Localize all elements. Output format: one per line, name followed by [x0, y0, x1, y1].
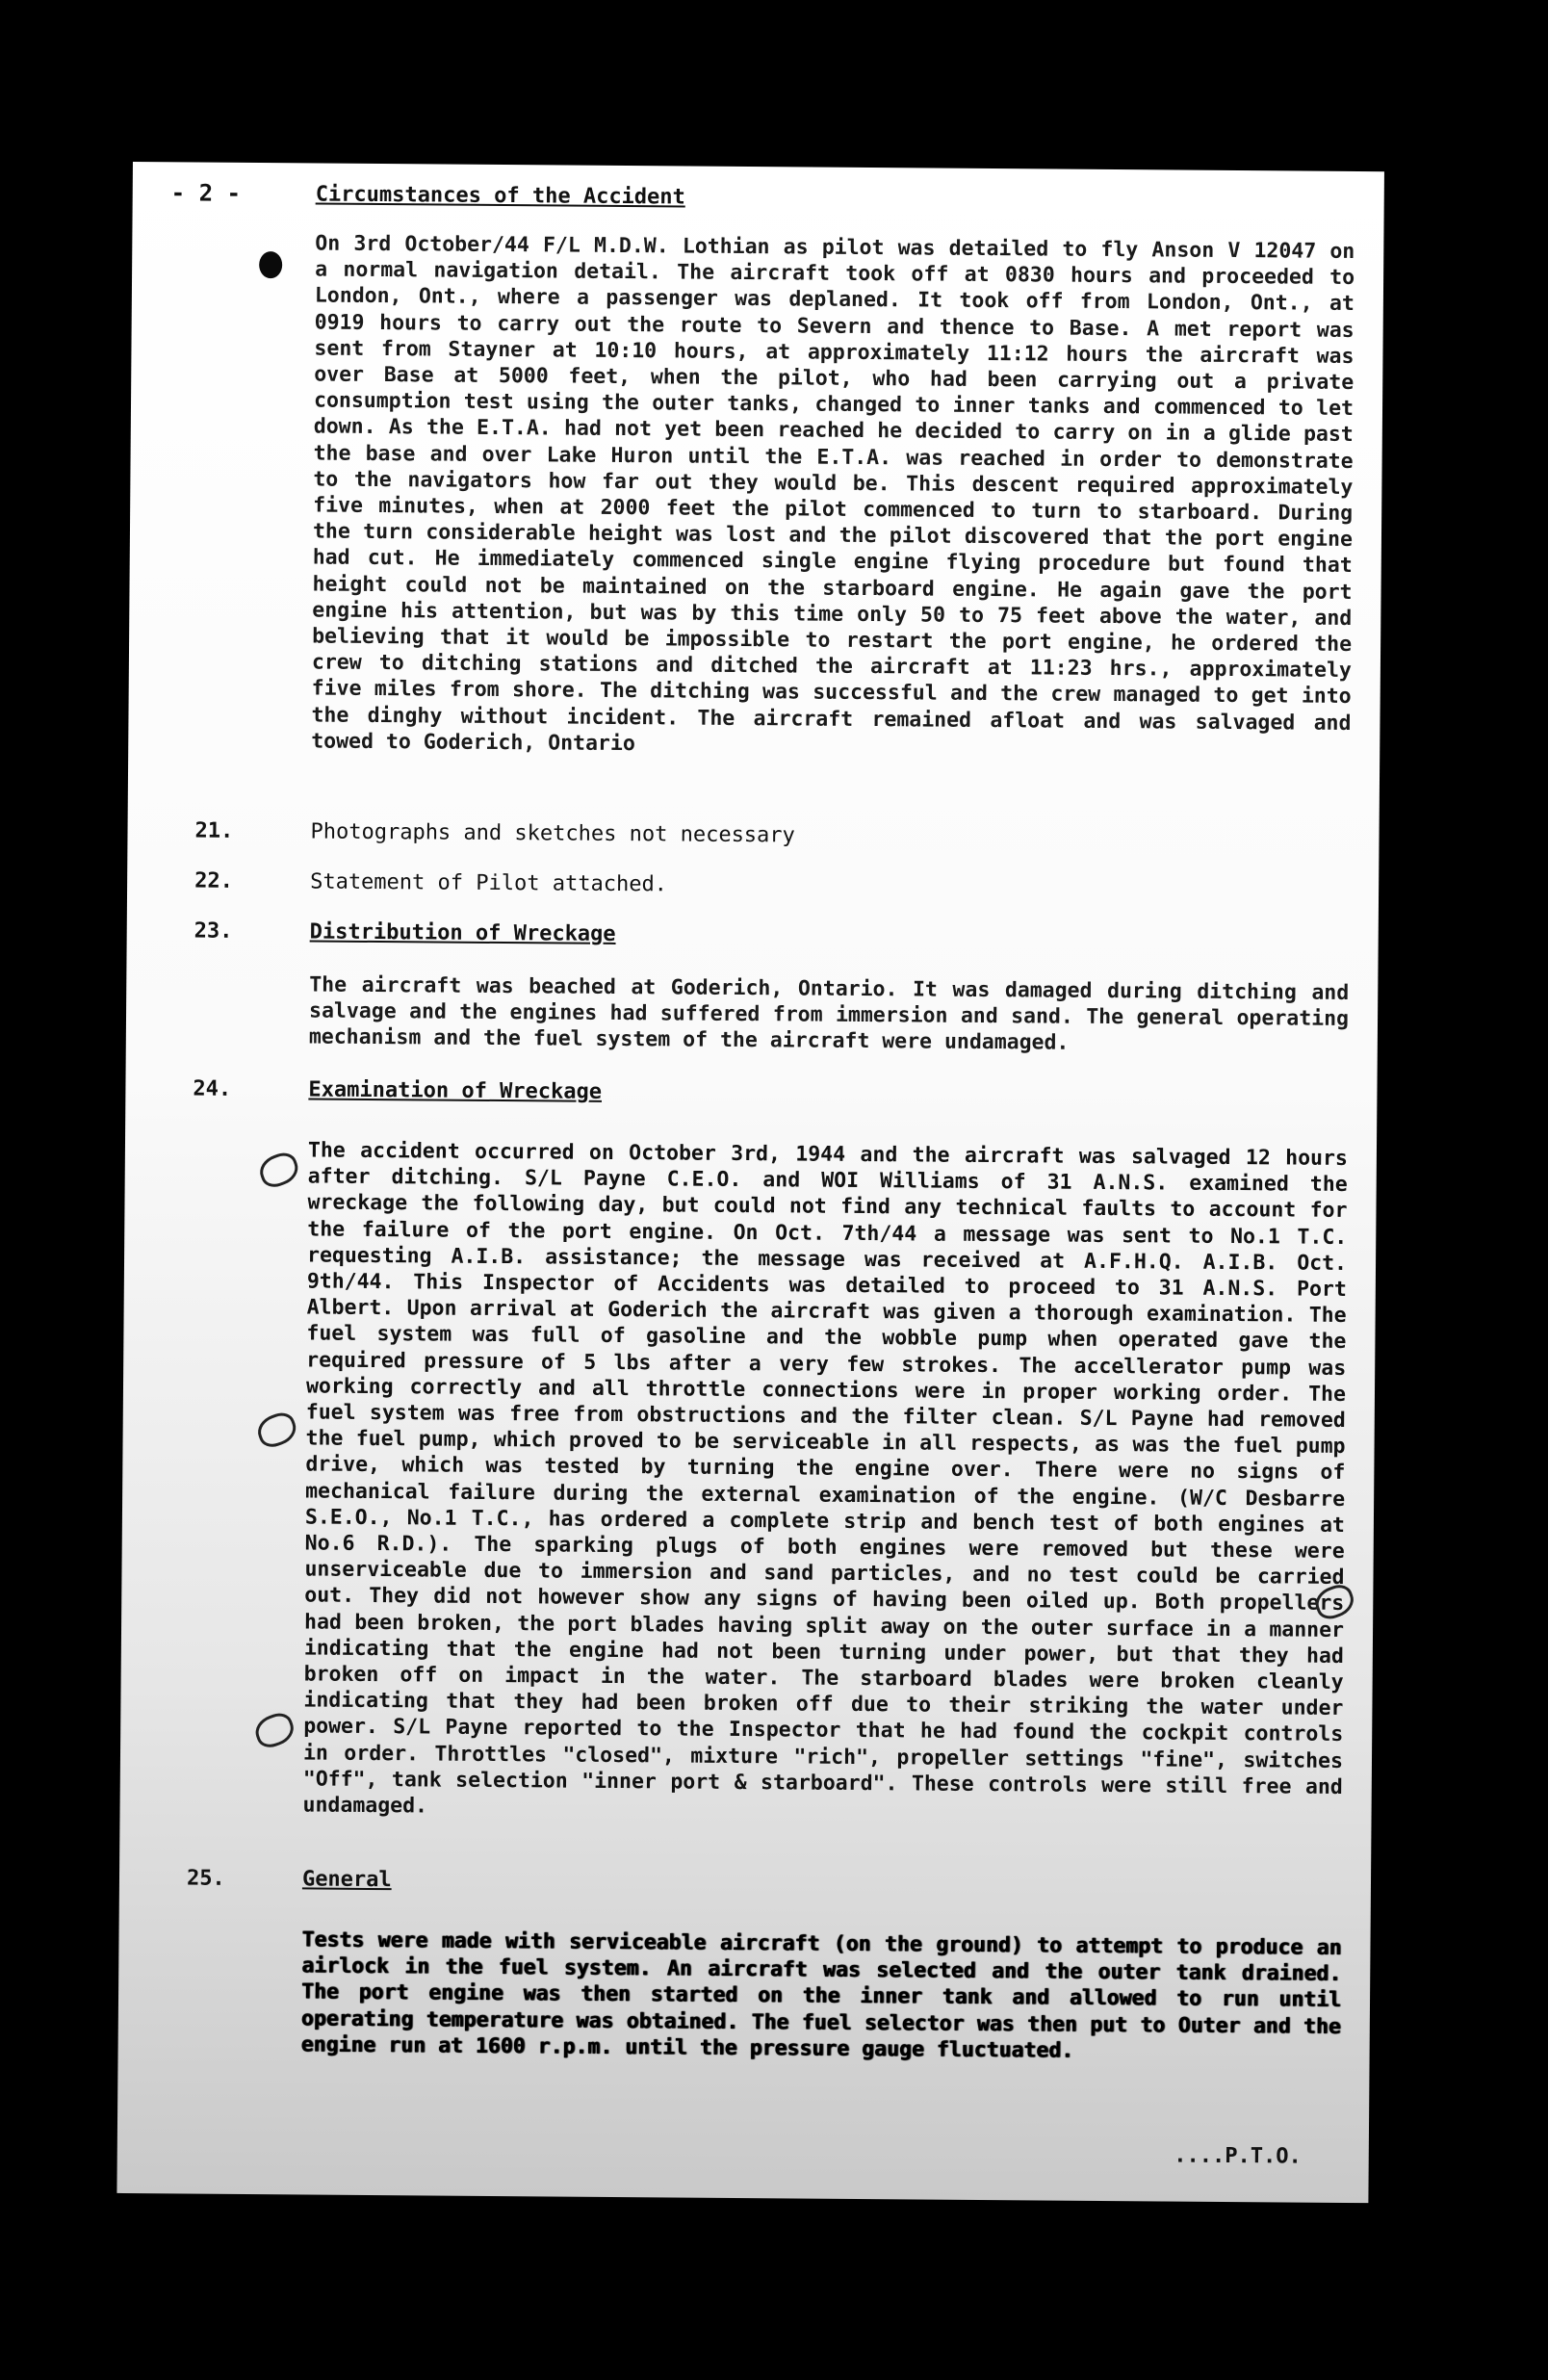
pto-note: ....P.T.O. [1174, 2143, 1302, 2169]
handwritten-mark [253, 1409, 299, 1451]
item-23-text: The aircraft was beached at Goderich, Ontario. It was damaged during ditching and salvage and the engines had suffered from immersion and sand. The general operating mechanism and the fuel system of the aircraft were undamaged. [308, 972, 1350, 1056]
document-page [116, 162, 1384, 2203]
item-24-text: The accident occurred on October 3rd, 1944 and the aircraft was salvaged 12 hours after ditching. S/L Payne C.E.O. and WOI Williams of 31 A.N.S. examined the wreckage the following day, but could not find any technical faults to account for the failure of the port engine. On Oct. 7th/44 a message was sent to No.1 T.C. requesting A.I.B. assistance; the message was received at A.F.H.Q. A.I.B. Oct. 9th/44. This Inspector of Accidents was detailed to proceed to 31 A.N.S. Port Albert. Upon arrival at Goderich the aircraft was given a thorough examination. The fuel system was full of gasoline and the wobble pump when operated gave the required pressure of 5 lbs after a very few strokes. The accellerator pump was working correctly and all throttle connections were in proper working order. The fuel system was free from obstructions and the filter clean. S/L Payne had removed the fuel pump, which proved to be serviceable in all respects, as was the fuel pump drive, which was tested by turning the engine over. There were no signs of mechanical failure during the external examination of the engine. (W/C Desbarre S.E.O., No.1 T.C., has ordered a complete strip and bench test of both engines at No.6 R.D.). The sparking plugs of both engines were removed but these were unserviceable due to immersion and sand particles, and no test could be carried out. They did not however show any signs of having been oiled up. Both propellers had been broken, the port blades having split away on the outer surface in a manner indicating that the engine had not been turning under power, but that they had broken off on impact in the water. The starboard blades were broken cleanly indicating that they had been broken off due to their striking the water under power. S/L Payne reported to the Inspector that he had found the cockpit controls in order. Throttles "closed", mixture "rich", propeller settings "fine", switches "Off", tank selection "inner port & starboard". These controls were still free and undamaged. [302, 1138, 1349, 1819]
punch-hole-mark [259, 251, 282, 278]
item-24-heading: Examination of Wreckage [308, 1077, 603, 1104]
handwritten-mark [251, 1709, 297, 1751]
item-24-number: 24. [193, 1076, 232, 1101]
item-22-text: Statement of Pilot attached. [310, 869, 668, 897]
item-23-heading: Distribution of Wreckage [309, 919, 616, 946]
item-21-text: Photographs and sketches not necessary [310, 819, 795, 848]
circumstances-text: On 3rd October/44 F/L M.D.W. Lothian as pilot was detailed to fly Anson V 12047 on a normal navigation detail. The aircraft took off at 0830 hours and proceeded to London, Ont., where a passenger was deplaned. It took off from London, Ont., at 0919 hours to carry out the route to Severn and thence to Base. A met report was sent from Stayner at 10:10 hours, at approximately 11:12 hours the aircraft was over Base at 5000 feet, when the pilot, who had been carrying out a private consumption test using the outer tanks, changed to inner tanks and commenced to let down. As the E.T.A. had not yet been reached he decided to carry on in a glide past the base and over Lake Huron until the E.T.A. was reached in order to demonstrate to the navigators how far out they would be. This descent required approximately five minutes, when at 2000 feet the pilot commenced to turn to starboard. During the turn considerable height was lost and the pilot discovered that the port engine had cut. He immediately commenced single engine flying procedure but found that height could not be maintained on the starboard engine. He again gave the port engine his attention, but was by this time only 50 to 75 feet above the water, and believing that it would be impossible to restart the port engine, he ordered the crew to ditching stations and ditched the aircraft at 11:23 hrs., approximately five miles from shore. The ditching was successful and the crew managed to get into the dinghy without incident. The aircraft remained afloat and was salvaged and towed to Goderich, Ontario [311, 231, 1355, 756]
item-25-heading: General [301, 1867, 392, 1893]
handwritten-mark [256, 1149, 302, 1191]
item-25-text: Tests were made with serviceable aircraft (on the ground) to attempt to produce an airlock in the fuel system. An aircraft was selected and the outer tank drained. The port engine was then started on the inner tank and allowed to run until operating temperature was obtained. The fuel selector was then put to Outer and the engine run at 1600 r.p.m. until the pressure gauge fluctuated. [300, 1927, 1342, 2063]
circumstances-heading: Circumstances of the Accident [315, 182, 685, 210]
item-25-number: 25. [186, 1866, 225, 1891]
page-number: - 2 - [170, 179, 242, 207]
item-23-number: 23. [194, 918, 233, 944]
item-22-number: 22. [194, 868, 233, 893]
item-21-number: 21. [194, 818, 234, 843]
